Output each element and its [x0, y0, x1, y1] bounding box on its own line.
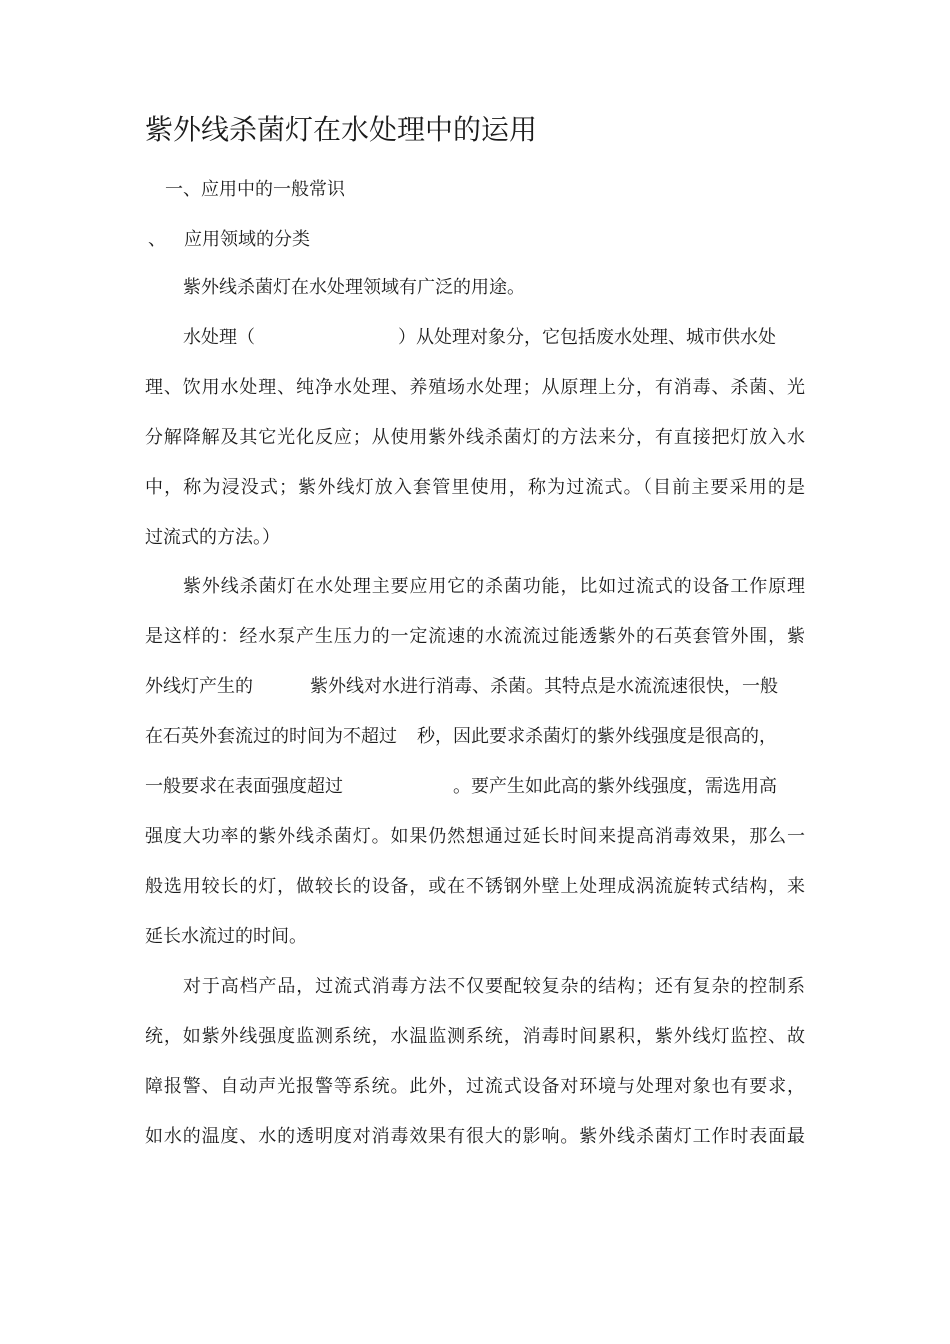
- document-title: 紫外线杀菌灯在水处理中的运用: [145, 113, 538, 146]
- paragraph-line: 分解降解及其它光化反应；从使用紫外线杀菌灯的方法来分，有直接把灯放入水: [145, 427, 805, 448]
- subsection-prefix: 、: [148, 229, 166, 250]
- paragraph-line: 紫外线杀菌灯在水处理主要应用它的杀菌功能，比如过流式的设备工作原理: [183, 576, 805, 597]
- paragraph-line: 理、饮用水处理、纯净水处理、养殖场水处理；从原理上分，有消毒、杀菌、光: [145, 377, 805, 398]
- line-segment: ）从处理对象分，它包括废水处理、城市供水处: [398, 327, 776, 348]
- paragraph-line: 过流式的方法。）: [145, 527, 280, 548]
- line-segment: 在石英外套流过的时间为不超过: [145, 726, 397, 747]
- paragraph-line: [145, 772, 805, 802]
- line-segment: 紫外线对水进行消毒、杀菌。其特点是水流流速很快，一般: [310, 676, 778, 697]
- paragraph-line: 般选用较长的灯，做较长的设备，或在不锈钢外壁上处理成涡流旋转式结构，来: [145, 876, 805, 897]
- subsection-text: 应用领域的分类: [184, 229, 310, 250]
- line-segment: 。要产生如此高的紫外线强度，需选用高: [453, 776, 777, 797]
- subsection-heading: [148, 227, 310, 253]
- paragraph-line: 是这样的：经水泵产生压力的一定流速的水流流过能透紫外的石英套管外围，紫: [145, 626, 805, 647]
- paragraph-line: 中，称为浸没式；紫外线灯放入套管里使用，称为过流式。（目前主要采用的是: [145, 477, 805, 498]
- paragraph-line: [145, 672, 805, 702]
- paragraph-line: 强度大功率的紫外线杀菌灯。如果仍然想通过延长时间来提高消毒效果，那么一: [145, 826, 805, 847]
- paragraph-line: 对于高档产品，过流式消毒方法不仅要配较复杂的结构；还有复杂的控制系: [183, 976, 805, 997]
- paragraph-line: 如水的温度、水的透明度对消毒效果有很大的影响。紫外线杀菌灯工作时表面最: [145, 1126, 805, 1147]
- line-segment: 秒，因此要求杀菌灯的紫外线强度是很高的，: [417, 726, 777, 747]
- paragraph-line: 紫外线杀菌灯在水处理领域有广泛的用途。: [183, 277, 525, 298]
- paragraph-line: 延长水流过的时间。: [145, 926, 307, 947]
- section-heading: 一、应用中的一般常识: [165, 179, 345, 200]
- paragraph-line: 障报警、自动声光报警等系统。此外，过流式设备对环境与处理对象也有要求，: [145, 1076, 805, 1097]
- paragraph-line: 统，如紫外线强度监测系统，水温监测系统，消毒时间累积，紫外线灯监控、故: [145, 1026, 805, 1047]
- paragraph-line: [145, 722, 805, 752]
- line-segment: 一般要求在表面强度超过: [145, 776, 343, 797]
- line-segment: 外线灯产生的: [145, 676, 253, 697]
- paragraph-line: [183, 323, 805, 353]
- line-segment: 水处理（: [183, 327, 255, 348]
